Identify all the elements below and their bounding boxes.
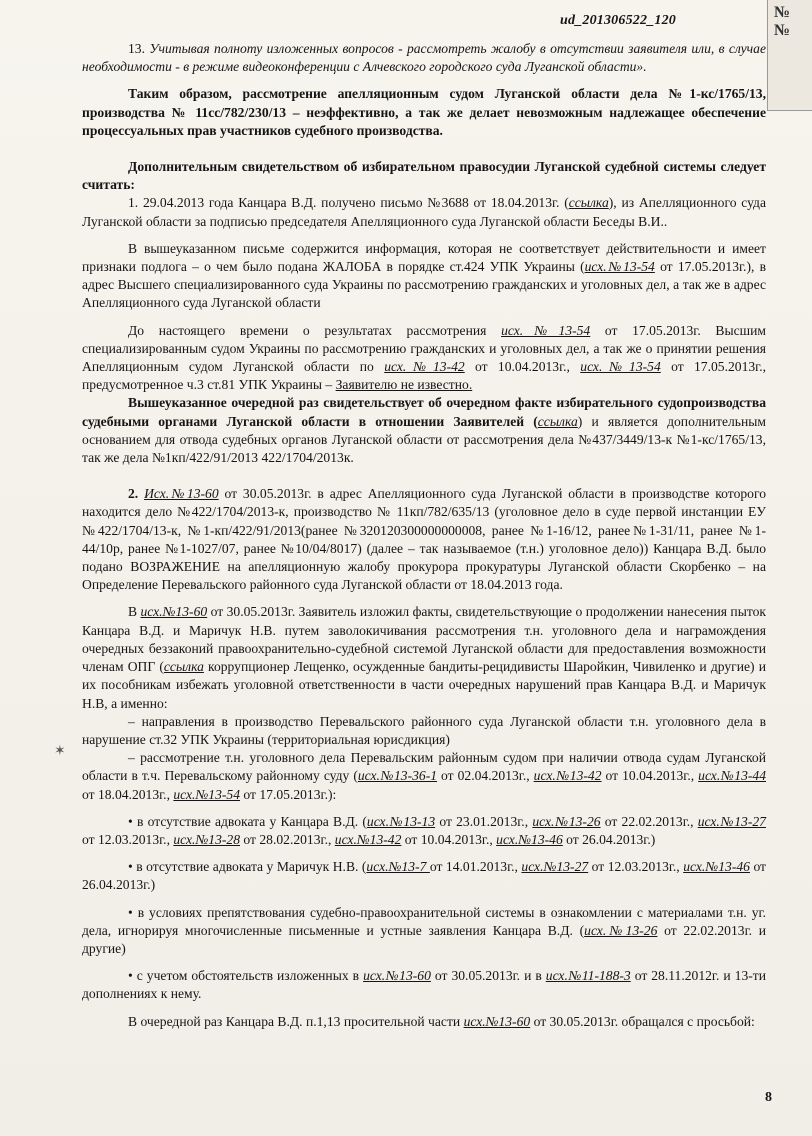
link[interactable]: исх.№13-26	[532, 813, 601, 829]
facts-paragraph	[82, 603, 766, 712]
text: • с учетом обстоятельств изложенных в	[128, 968, 364, 984]
link[interactable]: ссылка	[568, 195, 609, 211]
text: • в отсутствие адвоката у Канцара В.Д. (	[128, 813, 367, 829]
selective-justice-paragraph	[82, 394, 766, 467]
item-1-paragraph	[82, 194, 766, 230]
text: от 17.05.2013г.), в адрес Высшего специализированного суда Украины по рассмотрению гражданских и уголовных дел, а так же в адрес Апелляционного суда Луганской области	[82, 259, 767, 311]
paragraph-number: 2.	[128, 486, 145, 502]
link[interactable]: исх.№13-26	[584, 922, 658, 938]
text: от 18.04.2013г.,	[82, 786, 174, 802]
bullet-obstruction	[82, 904, 766, 959]
link[interactable]: исх.№13-7	[366, 859, 430, 875]
bold-text: Вышеуказанное очередной раз свидетельствует об очередном факте избирательного судопроизводства судебными органами Луганской области в отношении Заявителей (	[82, 395, 766, 429]
letter-paragraph	[82, 240, 766, 313]
link[interactable]: исх.№13-54	[580, 359, 661, 375]
corner-top-label: №	[774, 4, 791, 21]
link[interactable]: исх.№13-60	[140, 604, 208, 620]
text: от 14.01.2013г.,	[429, 859, 522, 875]
text: • в условиях препятствования судебно-правоохранительной системы в ознакомлении с материалами т.н. уг. дела, игнорируя многочисленные письменные и устные заявления Канцара В.Д. (	[82, 904, 766, 938]
link[interactable]: исх.№13-54	[501, 322, 591, 338]
text: от 10.04.2013г.,	[401, 831, 497, 847]
bullet-no-lawyer-marichuk	[82, 858, 766, 894]
link[interactable]: исх.№13-46	[496, 831, 563, 847]
status-paragraph	[82, 322, 766, 395]
text: До настоящего времени о результатах рассмотрения	[128, 322, 502, 338]
document-body	[82, 40, 766, 1031]
paragraph-number: 13.	[128, 41, 150, 56]
link[interactable]: исх.№13-36-1	[357, 768, 438, 784]
text: от 22.02.2013г. и другие)	[82, 922, 767, 956]
bullet-jurisdiction: – направления в производство Перевальского районного суда Луганской области т.н. уголовного дела в нарушение ст.32 УПК Украины (территориальная юрисдикция)	[82, 713, 766, 747]
request-paragraph	[82, 1013, 766, 1031]
text: от 22.02.2013г.,	[600, 813, 698, 829]
text: от 30.05.2013г. Заявитель изложил факты, свидетельствующие о продолжении нанесения пыток Канцара В.Д. и Маричук Н.В. путем заволокичивания рассмотрения т.н. уголовного дела и награмождения очередных беззаконий правоохранительно-судебной системой Луганской области для предоставления возможности членам ОПГ (	[82, 604, 766, 675]
text: от 10.04.2013г.,	[464, 359, 581, 375]
link[interactable]: исх.№13-44	[698, 768, 767, 784]
text: коррупционер Лещенко, осужденные бандиты-рецидивисты Шаройкин, Чивиленко и другие) и их пособникам избежать уголовной ответственности в части очередных нарушений прав Канцара В.Д. и Маричук Н.В, а именно:	[82, 659, 766, 711]
link[interactable]: исх.№13-54	[173, 786, 240, 802]
text: от 17.05.2013г., предусмотренное ч.3 ст.81 УПК Украины –	[82, 359, 767, 393]
text: от 28.11.2012г. и 13-ти дополнениях к нему.	[82, 968, 766, 1002]
corner-stamp	[767, 0, 812, 111]
text: – рассмотрение т.н. уголовного дела Перевальским районным судом при наличии отвода судам Луганской области в т.ч. Перевальскому районному суду (	[82, 750, 766, 784]
link[interactable]: исх.№13-46	[683, 859, 750, 875]
text: от 30.05.2013г. обращался с просьбой:	[530, 1013, 755, 1029]
link[interactable]: исх.№13-13	[366, 813, 436, 829]
link[interactable]: исх.№13-42	[384, 359, 465, 375]
paragraph-13	[82, 40, 766, 76]
text: от 30.05.2013г. в адрес Апелляционного суда Луганской области в производстве которого находится дело №422/1704/2013-к, производство № 11кп/782/635/13 (уголовное дело в суде первой инстанции ЕУ №422/1704/13-к, №1-кп/422/91/2013(ранее №320120300000000008, ранее №1-16/12, ранее№1-31/11, ранее №1-44/10р, ранее №1-1027/07, ранее №10/04/8017) (далее – так называемое (т.н.) уголовное дело)) Канцара В.Д. было подано ВОЗРАЖЕНИЕ на апелляционную жалобу прокурора прокуратуры Луганской области Скорбенко – на Определение Перевальского районного суда Луганской области от 18.04.2013 года.	[82, 486, 766, 593]
text: от 10.04.2013г.,	[601, 768, 699, 784]
underlined-text: Заявителю не известно.	[335, 377, 473, 393]
text: от 30.05.2013г. и в	[430, 968, 546, 984]
text: 1. 29.04.2013 года Канцара В.Д. получено письмо №3688 от 18.04.2013г. (	[128, 195, 569, 211]
link[interactable]: исх.№13-60	[463, 1013, 531, 1029]
text: от 12.03.2013г.,	[82, 831, 174, 847]
link[interactable]: Исх.№13-60	[144, 486, 219, 502]
text: от 12.03.2013г.,	[588, 859, 684, 875]
link[interactable]: исх.№13-42	[533, 768, 602, 784]
text: от 17.05.2013г.):	[240, 786, 337, 802]
document-id: ud_201306522_120	[560, 13, 676, 28]
margin-mark: ✶	[54, 744, 66, 759]
text: • в отсутствие адвоката у Маричук Н.В. (	[128, 859, 367, 875]
text: от 28.02.2013г.,	[240, 831, 335, 847]
link[interactable]: ссылка	[163, 659, 204, 675]
link[interactable]: исх.№13-27	[521, 859, 589, 875]
bullet-no-lawyer-kantsara	[82, 813, 766, 849]
link[interactable]: исх.№13-28	[173, 831, 240, 847]
conclusion-paragraph: Таким образом, рассмотрение апелляционным судом Луганской области дела №1-кс/1765/13, производства № 11сс/782/230/13 – неэффективно, а так же делает невозможным надлежащее обеспечение процессуальных прав участников судебного производства.	[82, 86, 766, 138]
text: от 23.01.2013г.,	[435, 813, 533, 829]
text: от 26.04.2013г.)	[82, 859, 767, 893]
text: от 17.05.2013г. Высшим специализированным судом Украины по рассмотрению гражданских и уголовных дел, а так же о принятии решения Апелляционным судом Луганской области по	[82, 322, 766, 375]
text: от 26.04.2013г.)	[562, 831, 656, 847]
link[interactable]: исх.№13-42	[334, 831, 402, 847]
text: В	[128, 604, 141, 620]
corner-bottom-label: №	[774, 22, 791, 39]
evidence-heading: Дополнительным свидетельством об избирательном правосудии Луганской судебной системы следует считать:	[82, 159, 766, 193]
text: В вышеуказанном письме содержится информация, которая не соответствует действительности и имеет признаки подлога – о чем было подана ЖАЛОБА в порядке ст.424 УПК Украины (	[82, 240, 766, 275]
text: ), из Апелляционного суда Луганской области за подписью председателя Апелляционного суда Луганской области Беседы В.И..	[82, 195, 766, 229]
page-number: 8	[765, 1090, 772, 1105]
bullet-circumstances	[82, 967, 766, 1003]
text: от 02.04.2013г.,	[437, 768, 534, 784]
item-2-paragraph	[82, 485, 766, 594]
link[interactable]: исх.№13-54	[584, 259, 655, 275]
text: В очередной раз Канцара В.Д. п.1,13 просительной части	[128, 1013, 464, 1029]
bullet-recusal	[82, 749, 766, 804]
text: ) и является дополнительным основанием для отвода судебных органов Луганской области от рассмотрения дела №437/3449/13-к №1-кс/1765/13, так же дела №1кп/422/91/2013 422/1704/2013к.	[82, 413, 766, 466]
link[interactable]: исх.№13-60	[363, 968, 431, 984]
link[interactable]: исх.№13-27	[697, 813, 766, 829]
link[interactable]: ссылка	[537, 413, 578, 429]
link[interactable]: исх.№11-188-3	[545, 968, 631, 984]
paragraph-text: Учитывая полноту изложенных вопросов - рассмотреть жалобу в отсутствии заявителя или, в случае необходимости - в режиме видеоконференции с Алчевского городского суда Луганской области».	[82, 41, 766, 75]
